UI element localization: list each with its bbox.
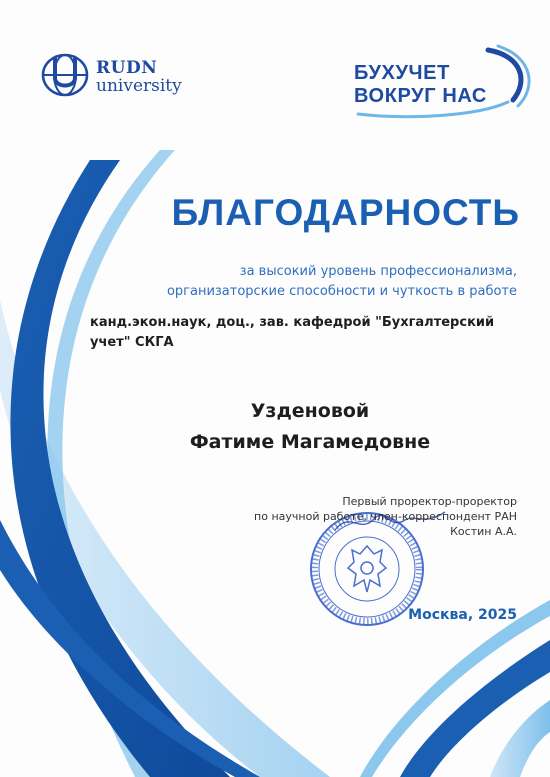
signer-block [197,494,517,539]
project-logo-line2: ВОКРУГ НАС [354,85,487,107]
recipient-position: канд.экон.наук, доц., зав. кафедрой "Бухгалтерский учет" СКГА [90,315,495,350]
rudn-logo-text: RUDN [96,58,158,78]
signer-name: Костин А.А. [450,525,517,538]
reason-line: организаторские способности и чуткость в работе [166,284,517,299]
reason-text [157,262,517,302]
project-logo-line1: БУХУЧЕТ [354,62,450,84]
rudn-logo-subtext: university [96,76,182,96]
signer-line: по научной работе, член-корреспондент РАН [254,510,517,523]
recipient-given-name: Фатиме Магамедовне [189,431,431,453]
signer-line: Первый проректор-проректор [342,495,517,508]
city-year: Москва, 2025 [408,607,517,623]
certificate-title: БЛАГОДАРНОСТЬ [171,192,520,233]
rudn-logo [40,50,210,100]
recipient-surname: Узденовой [250,400,370,422]
reason-line: за высокий уровень профессионализма, [239,264,517,279]
globe-emblem-icon [40,50,90,100]
project-logo [338,42,534,122]
